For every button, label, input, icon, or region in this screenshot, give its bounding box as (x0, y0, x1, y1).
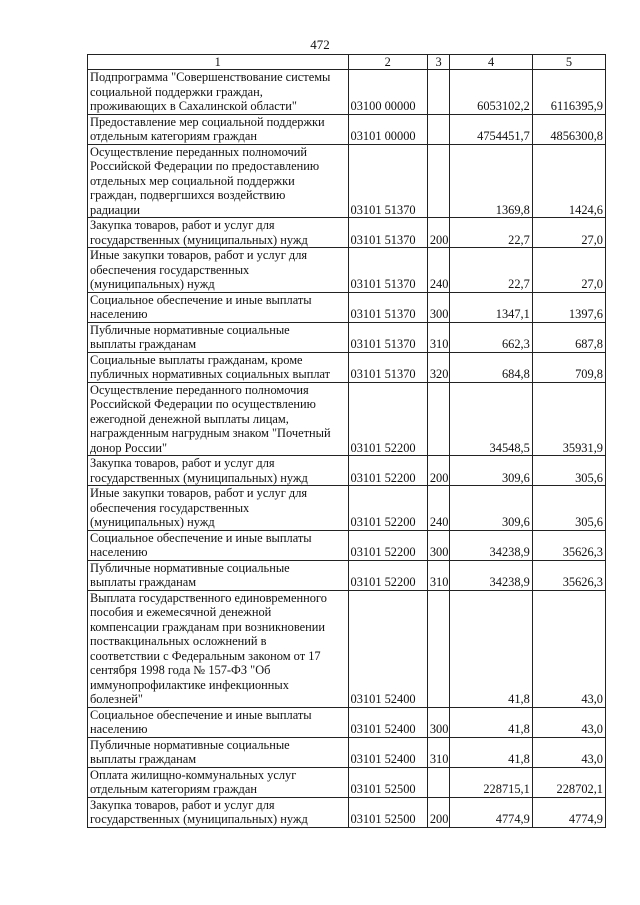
row-code-cell: 03101 52400 (348, 590, 427, 707)
row-value-col5-cell: 4774,9 (532, 797, 605, 827)
row-name-text: Закупка товаров, работ и услуг для государственных (муниципальных) нужд (90, 456, 308, 485)
row-expense-type-cell (427, 767, 450, 797)
table-row (88, 114, 606, 144)
table-body (88, 70, 606, 828)
table-row (88, 530, 606, 560)
row-value-col5-cell: 305,6 (532, 486, 605, 531)
row-value-col4-cell: 4774,9 (450, 797, 532, 827)
row-value-col5-cell: 709,8 (532, 352, 605, 382)
row-value-col4-cell: 4754451,7 (450, 114, 532, 144)
row-value-col5-cell: 35931,9 (532, 382, 605, 456)
row-code-cell: 03101 52200 (348, 530, 427, 560)
row-value-col4-cell: 6053102,2 (450, 70, 532, 115)
row-name-cell (88, 322, 349, 352)
row-name-text: Социальное обеспечение и иные выплаты населению (90, 530, 312, 559)
row-value-col4-cell: 34238,9 (450, 530, 532, 560)
row-value-col5-cell: 43,0 (532, 590, 605, 707)
row-name-text: Социальное обеспечение и иные выплаты населению (90, 707, 312, 736)
row-name-text: Социальное обеспечение и иные выплаты населению (90, 292, 312, 321)
row-value-col5-cell: 27,0 (532, 248, 605, 293)
budget-table (87, 54, 606, 828)
column-header-2: 2 (348, 55, 427, 70)
table-row (88, 767, 606, 797)
row-value-col4-cell: 684,8 (450, 352, 532, 382)
row-code-cell: 03101 51370 (348, 322, 427, 352)
row-name-cell (88, 590, 349, 707)
row-name-cell (88, 737, 349, 767)
row-name-text: Осуществление переданных полномочий Российской Федерации по предоставлению отдельных мер социальной поддержки граждан, подвергшихся воздействию радиации (90, 144, 320, 217)
row-expense-type-cell: 300 (427, 707, 450, 737)
row-expense-type-cell: 320 (427, 352, 450, 382)
row-name-cell (88, 707, 349, 737)
page-number: 472 (310, 37, 330, 52)
row-name-cell (88, 767, 349, 797)
row-value-col4-cell: 41,8 (450, 590, 532, 707)
row-expense-type-cell: 200 (427, 456, 450, 486)
row-name-text: Публичные нормативные социальные выплаты гражданам (90, 560, 290, 589)
row-code-cell: 03101 52200 (348, 456, 427, 486)
row-name-cell (88, 114, 349, 144)
row-value-col5-cell: 1397,6 (532, 292, 605, 322)
row-code-cell: 03101 52400 (348, 707, 427, 737)
table-row (88, 144, 606, 218)
row-expense-type-cell (427, 382, 450, 456)
row-code-cell: 03100 00000 (348, 70, 427, 115)
row-code-cell: 03101 00000 (348, 114, 427, 144)
row-value-col4-cell: 34238,9 (450, 560, 532, 590)
row-name-cell (88, 530, 349, 560)
row-value-col5-cell: 687,8 (532, 322, 605, 352)
row-value-col4-cell: 34548,5 (450, 382, 532, 456)
row-name-cell (88, 144, 349, 218)
row-value-col4-cell: 309,6 (450, 486, 532, 531)
row-value-col5-cell: 305,6 (532, 456, 605, 486)
row-value-col4-cell: 228715,1 (450, 767, 532, 797)
table-row (88, 322, 606, 352)
row-name-text: Иные закупки товаров, работ и услуг для обеспечения государственных (муниципальных) нужд (90, 248, 308, 291)
table-row (88, 382, 606, 456)
row-code-cell: 03101 51370 (348, 292, 427, 322)
row-name-cell (88, 292, 349, 322)
row-value-col5-cell: 35626,3 (532, 530, 605, 560)
table-row (88, 292, 606, 322)
column-header-3: 3 (427, 55, 450, 70)
row-code-cell: 03101 51370 (348, 352, 427, 382)
column-header-5: 5 (532, 55, 605, 70)
row-value-col5-cell: 43,0 (532, 737, 605, 767)
column-header-1: 1 (88, 55, 349, 70)
row-value-col4-cell: 41,8 (450, 707, 532, 737)
row-expense-type-cell: 200 (427, 218, 450, 248)
table-row (88, 737, 606, 767)
row-value-col5-cell: 4856300,8 (532, 114, 605, 144)
column-header-4: 4 (450, 55, 532, 70)
table-header-row (88, 55, 606, 70)
row-expense-type-cell: 240 (427, 486, 450, 531)
table-row (88, 70, 606, 115)
row-code-cell: 03101 52200 (348, 560, 427, 590)
row-value-col5-cell: 35626,3 (532, 560, 605, 590)
row-value-col4-cell: 1347,1 (450, 292, 532, 322)
row-name-text: Выплата государственного единовременного пособия и ежемесячной денежной компенсации гражданам при возникновении поствакцинальных осложнений в соответствии с Федеральным законом от 17 сентября 1998 года № 157-ФЗ "Об иммунопрофилактике инфекционных болезней" (90, 590, 327, 706)
row-name-cell (88, 248, 349, 293)
row-code-cell: 03101 52500 (348, 797, 427, 827)
table-row (88, 560, 606, 590)
row-expense-type-cell (427, 590, 450, 707)
row-value-col4-cell: 309,6 (450, 456, 532, 486)
row-code-cell: 03101 52400 (348, 737, 427, 767)
row-name-text: Закупка товаров, работ и услуг для государственных (муниципальных) нужд (90, 218, 308, 247)
row-expense-type-cell (427, 144, 450, 218)
row-code-cell: 03101 52200 (348, 486, 427, 531)
row-code-cell: 03101 52500 (348, 767, 427, 797)
row-value-col5-cell: 228702,1 (532, 767, 605, 797)
table-row (88, 218, 606, 248)
row-expense-type-cell: 310 (427, 560, 450, 590)
table-row (88, 456, 606, 486)
row-expense-type-cell: 200 (427, 797, 450, 827)
row-name-text: Публичные нормативные социальные выплаты гражданам (90, 322, 290, 351)
row-name-cell (88, 352, 349, 382)
row-name-text: Социальные выплаты гражданам, кроме публичных нормативных социальных выплат (90, 352, 331, 381)
table-row (88, 797, 606, 827)
row-value-col4-cell: 22,7 (450, 248, 532, 293)
row-expense-type-cell: 310 (427, 322, 450, 352)
row-name-text: Оплата жилищно-коммунальных услуг отдельным категориям граждан (90, 767, 297, 796)
row-expense-type-cell: 300 (427, 530, 450, 560)
row-code-cell: 03101 52200 (348, 382, 427, 456)
row-name-cell (88, 70, 349, 115)
row-name-cell (88, 486, 349, 531)
row-value-col5-cell: 43,0 (532, 707, 605, 737)
row-value-col4-cell: 41,8 (450, 737, 532, 767)
row-value-col5-cell: 6116395,9 (532, 70, 605, 115)
table-row (88, 352, 606, 382)
row-name-text: Предоставление мер социальной поддержки отдельным категориям граждан (90, 114, 325, 143)
row-name-text: Публичные нормативные социальные выплаты гражданам (90, 737, 290, 766)
row-value-col5-cell: 27,0 (532, 218, 605, 248)
row-value-col4-cell: 662,3 (450, 322, 532, 352)
row-name-cell (88, 797, 349, 827)
row-value-col5-cell: 1424,6 (532, 144, 605, 218)
row-value-col4-cell: 1369,8 (450, 144, 532, 218)
row-name-text: Осуществление переданного полномочия Российской Федерации по осуществлению ежегодной денежной выплаты лицам, награжденным нагрудным знаком "Почетный донор России" (90, 382, 331, 455)
row-name-cell (88, 456, 349, 486)
table-row (88, 248, 606, 293)
row-name-text: Подпрограмма "Совершенствование системы социальной поддержки граждан, проживающих в Сахалинской области" (90, 70, 331, 113)
table-row (88, 486, 606, 531)
row-code-cell: 03101 51370 (348, 248, 427, 293)
row-name-cell (88, 560, 349, 590)
row-code-cell: 03101 51370 (348, 144, 427, 218)
row-value-col4-cell: 22,7 (450, 218, 532, 248)
table-row (88, 707, 606, 737)
row-expense-type-cell: 240 (427, 248, 450, 293)
row-name-text: Иные закупки товаров, работ и услуг для обеспечения государственных (муниципальных) нужд (90, 486, 308, 529)
row-name-text: Закупка товаров, работ и услуг для государственных (муниципальных) нужд (90, 797, 308, 826)
row-name-cell (88, 382, 349, 456)
row-expense-type-cell (427, 70, 450, 115)
row-code-cell: 03101 51370 (348, 218, 427, 248)
table-row (88, 590, 606, 707)
row-expense-type-cell: 310 (427, 737, 450, 767)
row-expense-type-cell (427, 114, 450, 144)
row-name-cell (88, 218, 349, 248)
row-expense-type-cell: 300 (427, 292, 450, 322)
